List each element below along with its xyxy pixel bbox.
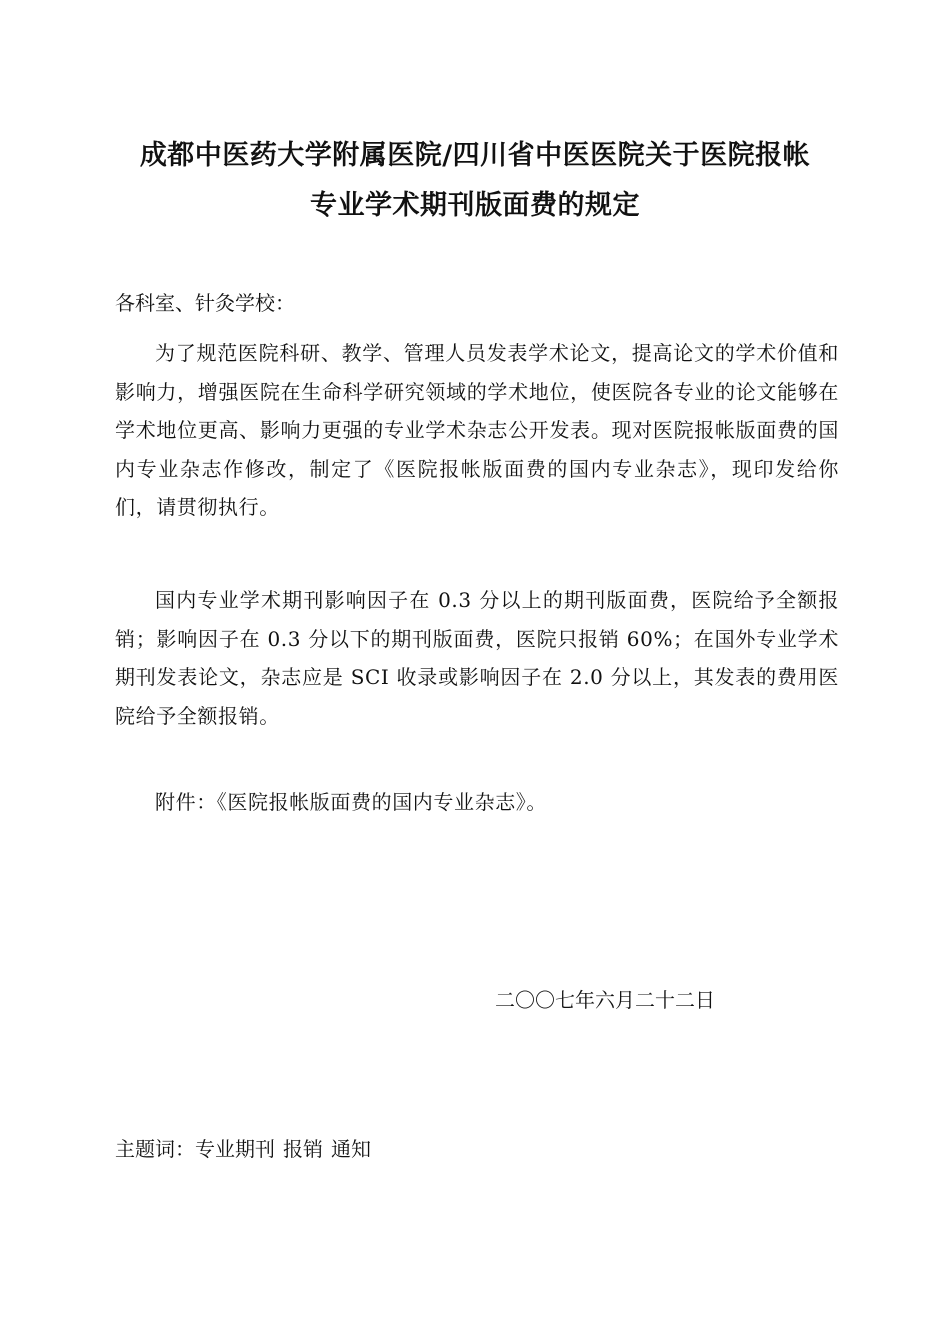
- subject-term: 报销: [283, 1137, 323, 1161]
- body-paragraph-1: 为了规范医院科研、教学、管理人员发表学术论文，提高论文的学术价值和影响力，增强医院在生命科学研究领域的学术地位，使医院各专业的论文能够在学术地位更高、影响力更强的专业学术杂志公开发表。现对医院报帐版面费的国内专业杂志作修改，制定了《医院报帐版面费的国内专业杂志》，现印发给你们，请贯彻执行。: [115, 341, 839, 519]
- subject-keywords: [115, 1133, 379, 1162]
- salutation: 各科室、针灸学校：: [115, 291, 295, 315]
- subject-label: 主题词：: [115, 1137, 195, 1161]
- issue-date: 二〇〇七年六月二十二日: [495, 988, 715, 1012]
- body-paragraph-2: 国内专业学术期刊影响因子在 0.3 分以上的期刊版面费，医院给予全额报销；影响因子在 0.3 分以下的期刊版面费，医院只报销 60%；在国外专业学术期刊发表论文，杂志应是 SCI 收录或影响因子在 2.0 分以上，其发表的费用医院给予全额报销。: [115, 588, 839, 728]
- document-title-line-1: 成都中医药大学附属医院/四川省中医医院关于医院报帐: [139, 140, 811, 171]
- document-title-line-2: 专业学术期刊版面费的规定: [310, 190, 640, 221]
- attachment-line: 附件：《医院报帐版面费的国内专业杂志》。: [155, 790, 547, 814]
- subject-term: 通知: [331, 1137, 371, 1161]
- subject-term: 专业期刊: [195, 1137, 275, 1161]
